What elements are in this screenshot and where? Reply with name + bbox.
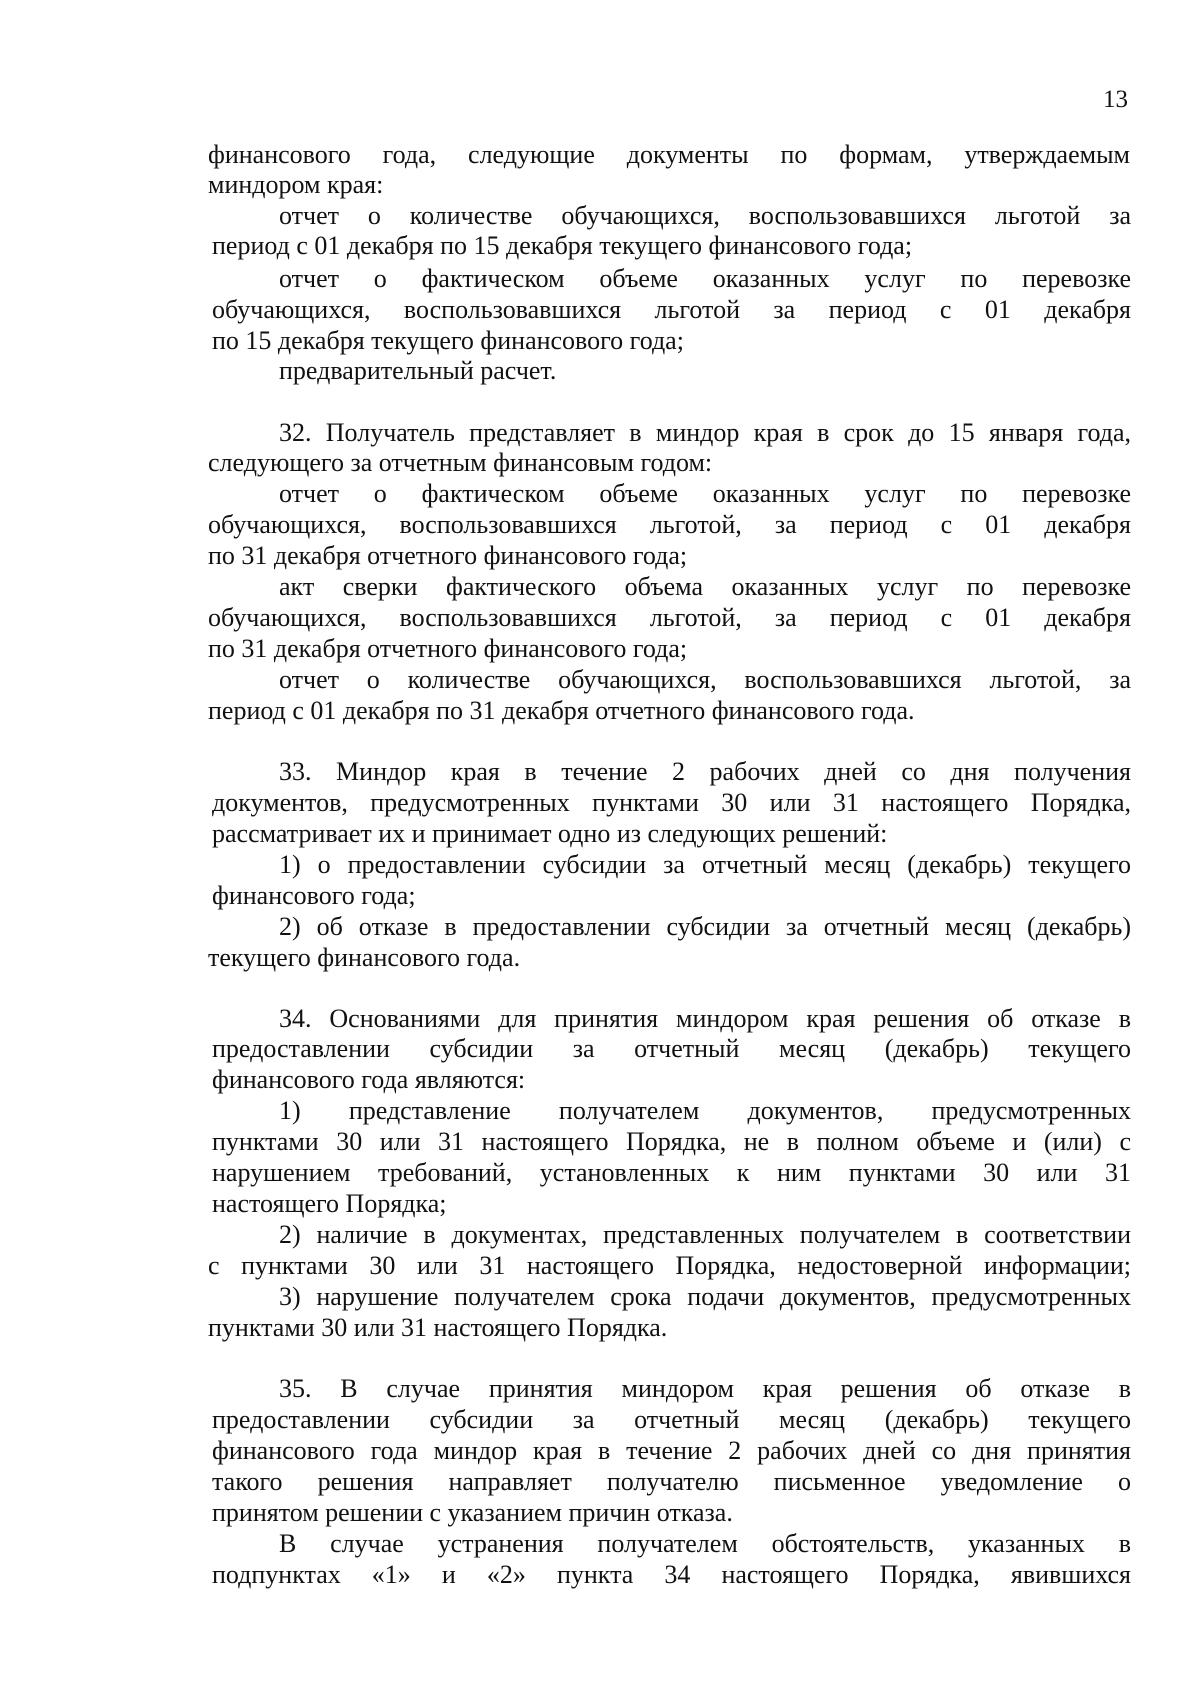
- text-line: документов, предусмотренных пунктами 30 или 31 настоящего Порядка,: [212, 788, 1131, 817]
- text-line: по 31 декабря отчетного финансового года;: [208, 634, 688, 663]
- text-line: обучающихся, воспользовавшихся льготой за период с 01 декабря: [212, 295, 1131, 324]
- text-line: следующего за отчетным финансовым годом:: [208, 448, 713, 477]
- text-line: В случае устранения получателем обстоятельств, указанных в: [279, 1529, 1131, 1558]
- text-line: предварительный расчет.: [279, 356, 557, 385]
- text-line: обучающихся, воспользовавшихся льготой, за период с 01 декабря: [208, 510, 1131, 539]
- text-line: предоставлении субсидии за отчетный месяц (декабрь) текущего: [212, 1034, 1131, 1063]
- text-line: отчет о количестве обучающихся, воспользовавшихся льготой за: [279, 201, 1131, 230]
- text-line: финансового года;: [212, 881, 416, 910]
- text-line: финансового года, следующие документы по формам, утверждаемым: [208, 140, 1130, 169]
- text-line: предоставлении субсидии за отчетный месяц (декабрь) текущего: [212, 1405, 1131, 1434]
- text-line: обучающихся, воспользовавшихся льготой, за период с 01 декабря: [208, 603, 1131, 632]
- text-line: период с 01 декабря по 15 декабря текущего финансового года;: [212, 231, 913, 260]
- text-line: 2) наличие в документах, представленных получателем в соответствии: [279, 1220, 1131, 1249]
- text-line: 33. Миндор края в течение 2 рабочих дней со дня получения: [279, 757, 1131, 786]
- text-line: отчет о фактическом объеме оказанных услуг по перевозке: [279, 479, 1131, 508]
- text-line: подпунктах «1» и «2» пункта 34 настоящего Порядка, явившихся: [212, 1560, 1131, 1589]
- text-line: период с 01 декабря по 31 декабря отчетного финансового года.: [208, 696, 915, 725]
- text-line: пунктами 30 или 31 настоящего Порядка, не в полном объеме и (или) с: [212, 1127, 1131, 1156]
- text-line: финансового года являются:: [212, 1065, 526, 1094]
- text-line: по 15 декабря текущего финансового года;: [212, 326, 684, 355]
- text-line: отчет о фактическом объеме оказанных услуг по перевозке: [279, 264, 1131, 293]
- text-line: 2) об отказе в предоставлении субсидии за отчетный месяц (декабрь): [279, 912, 1131, 941]
- text-line: такого решения направляет получателю письменное уведомление о: [212, 1467, 1131, 1496]
- text-line: с пунктами 30 или 31 настоящего Порядка, недостоверной информации;: [208, 1251, 1131, 1280]
- text-line: принятом решении с указанием причин отказа.: [212, 1498, 733, 1527]
- text-line: настоящего Порядка;: [212, 1189, 447, 1218]
- text-line: 1) представление получателем документов, предусмотренных: [279, 1096, 1131, 1125]
- page-number: 13: [1103, 86, 1128, 113]
- text-line: 1) о предоставлении субсидии за отчетный месяц (декабрь) текущего: [279, 850, 1131, 879]
- text-line: нарушением требований, установленных к ним пунктами 30 или 31: [212, 1158, 1131, 1187]
- text-line: финансового года миндор края в течение 2 рабочих дней со дня принятия: [212, 1436, 1131, 1465]
- text-line: по 31 декабря отчетного финансового года;: [208, 541, 688, 570]
- text-line: 32. Получатель представляет в миндор края в срок до 15 января года,: [279, 418, 1131, 447]
- text-line: отчет о количестве обучающихся, воспользовавшихся льготой, за: [279, 665, 1131, 694]
- text-line: 3) нарушение получателем срока подачи документов, предусмотренных: [279, 1282, 1131, 1311]
- text-line: миндором края:: [208, 170, 384, 199]
- text-line: рассматривает их и принимает одно из следующих решений:: [212, 819, 888, 848]
- text-line: акт сверки фактического объема оказанных услуг по перевозке: [279, 572, 1131, 601]
- text-line: 35. В случае принятия миндором края решения об отказе в: [279, 1374, 1131, 1403]
- text-line: 34. Основаниями для принятия миндором края решения об отказе в: [279, 1004, 1131, 1033]
- text-line: пунктами 30 или 31 настоящего Порядка.: [208, 1313, 668, 1342]
- text-line: текущего финансового года.: [208, 943, 521, 972]
